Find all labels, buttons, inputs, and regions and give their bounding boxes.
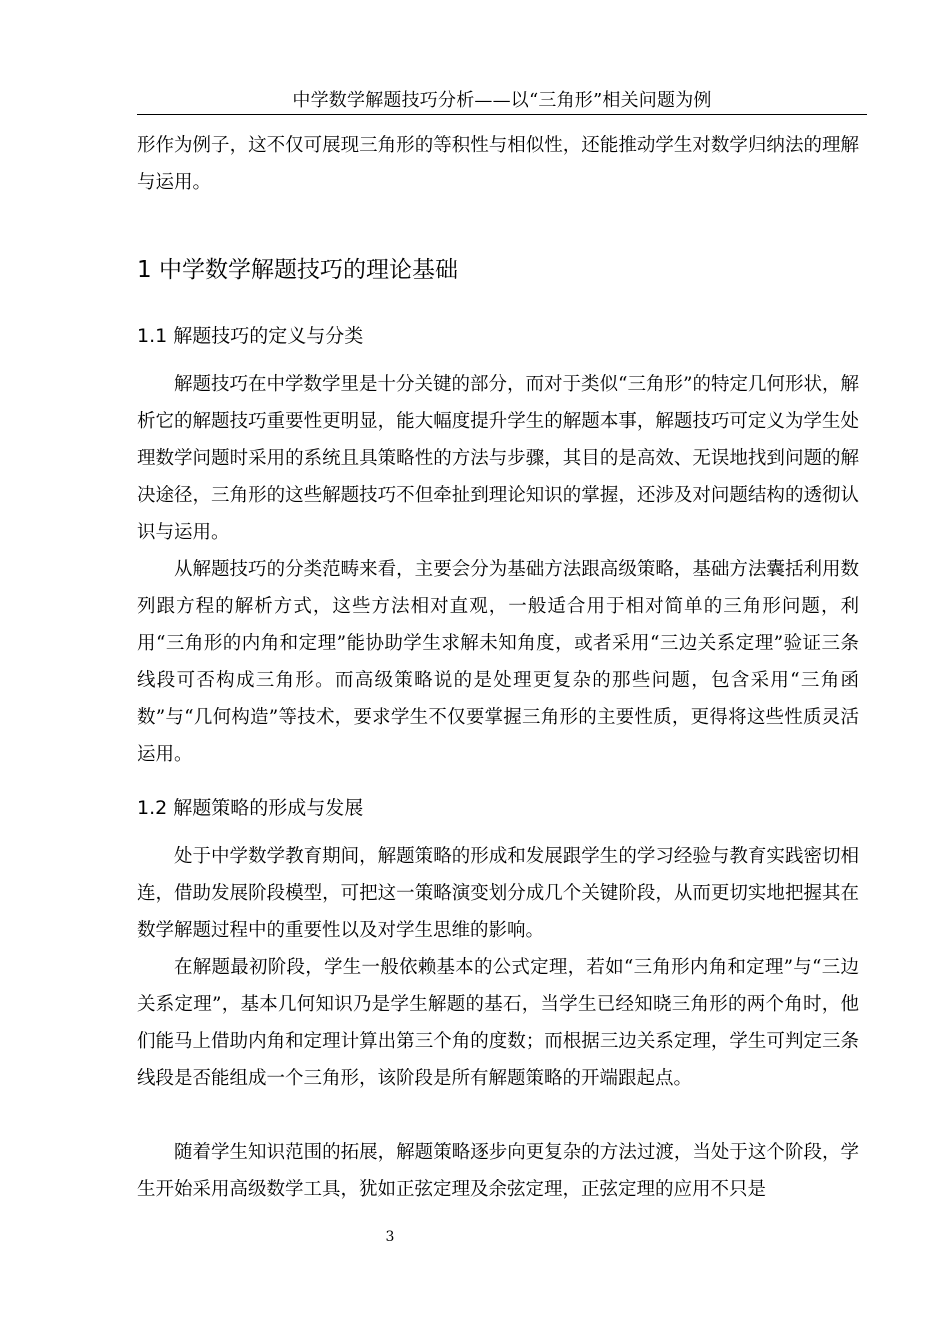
section-1-1-heading: 1.1 解题技巧的定义与分类 [137, 325, 364, 347]
section-1-2-paragraph-1: 处于中学数学教育期间，解题策略的形成和发展跟学生的学习经验与教育实践密切相连，借助发展阶段模型，可把这一策略演变划分成几个关键阶段，从而更切实地把握其在数学解题过程中的重要性以及对学生思维的影响。 [137, 846, 859, 941]
header-rule [137, 114, 867, 115]
section-1-heading: 1 中学数学解题技巧的理论基础 [137, 257, 458, 283]
section-1-1-paragraph-1: 解题技巧在中学数学里是十分关键的部分，而对于类似“三角形”的特定几何形状，解析它的解题技巧重要性更明显，能大幅度提升学生的解题本事，解题技巧可定义为学生处理数学问题时采用的系统且具策略性的方法与步骤，其目的是高效、无误地找到问题的解决途径，三角形的这些解题技巧不但牵扯到理论知识的掌握，还涉及对问题结构的透彻认识与运用。 [137, 374, 859, 543]
section-1-2-paragraph-3: 随着学生知识范围的拓展，解题策略逐步向更复杂的方法过渡，当处于这个阶段，学生开始采用高级数学工具，犹如正弦定理及余弦定理，正弦定理的应用不只是 [137, 1142, 859, 1200]
section-1-1-paragraph-2: 从解题技巧的分类范畴来看，主要会分为基础方法跟高级策略，基础方法囊括利用数列跟方程的解析方式，这些方法相对直观，一般适合用于相对简单的三角形问题，利用“三角形的内角和定理”能协助学生求解未知角度，或者采用“三边关系定理”验证三条线段可否构成三角形。而高级策略说的是处理更复杂的那些问题，包含采用“三角函数”与“几何构造”等技术，要求学生不仅要掌握三角形的主要性质，更得将这些性质灵活运用。 [137, 559, 859, 765]
page-number: 3 [385, 1229, 395, 1245]
section-1-2-heading: 1.2 解题策略的形成与发展 [137, 797, 364, 819]
continuation-paragraph: 形作为例子，这不仅可展现三角形的等积性与相似性，还能推动学生对数学归纳法的理解与运用。 [137, 135, 859, 193]
section-1-2-paragraph-2: 在解题最初阶段，学生一般依赖基本的公式定理，若如“三角形内角和定理”与“三边关系定理”，基本几何知识乃是学生解题的基石，当学生已经知晓三角形的两个角时，他们能马上借助内角和定理计算出第三个角的度数；而根据三边关系定理，学生可判定三条线段是否能组成一个三角形，该阶段是所有解题策略的开端跟起点。 [137, 957, 859, 1089]
running-header: 中学数学解题技巧分析——以“三角形”相关问题为例 [292, 90, 712, 111]
